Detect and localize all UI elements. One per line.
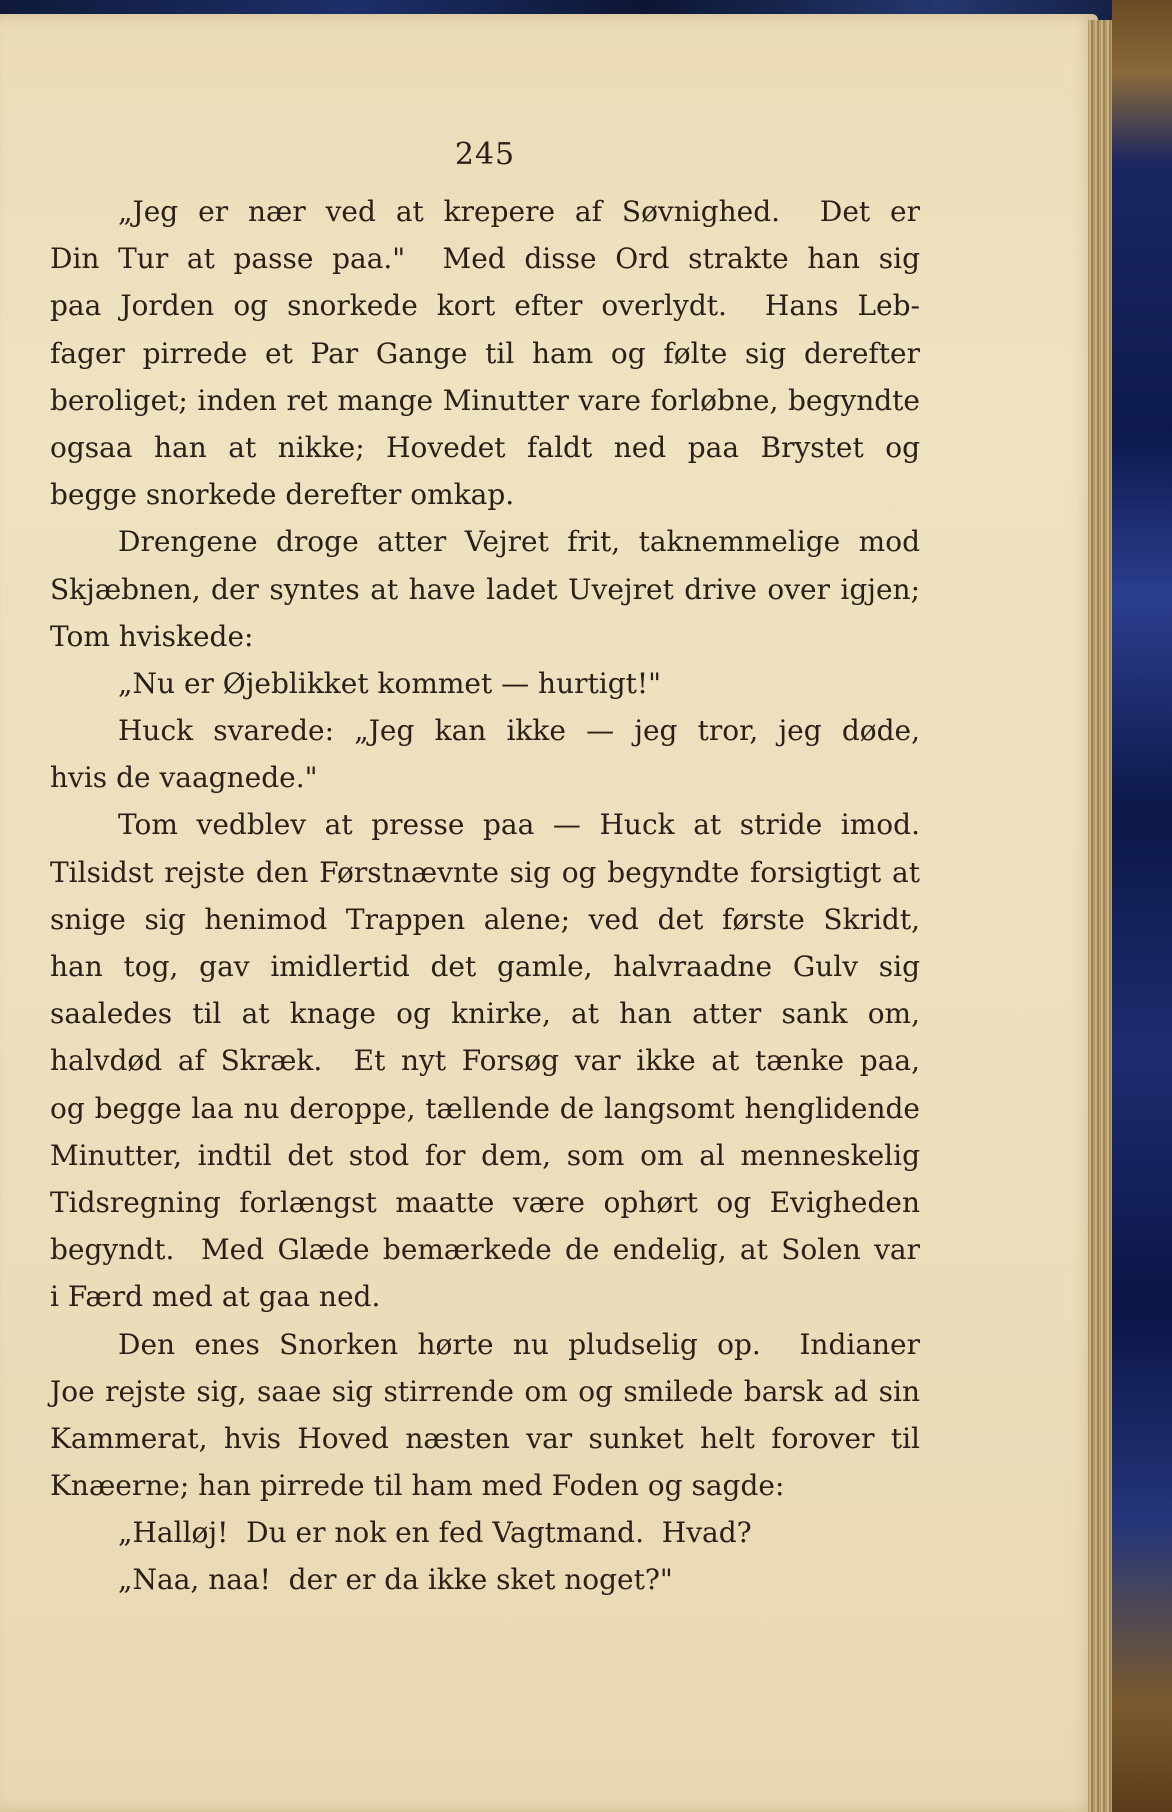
page-number: 245 — [454, 137, 516, 172]
text-line: „Halløj! Du er nok en fed Vagtmand. Hvad? — [118, 1516, 752, 1550]
text-line: halvdød af Skræk. Et nyt Forsøg var ikke at tænke paa, — [50, 1044, 920, 1078]
text-line: fager pirrede et Par Gange til ham og følte sig derefter — [50, 336, 920, 370]
text-line: Joe rejste sig, saae sig stirrende om og smilede barsk ad sin — [50, 1374, 920, 1408]
text-line: Huck svarede: „Jeg kan ikke — jeg tror, jeg døde, — [118, 714, 920, 748]
text-line: han tog, gav imidlertid det gamle, halvraadne Gulv sig — [50, 950, 920, 983]
text-line: Tom vedblev at presse paa — Huck at stride imod. — [118, 808, 920, 842]
text-line: paa Jorden og snorkede kort efter overlydt. Hans Leb- — [50, 289, 920, 323]
text-line: Drengene droge atter Vejret frit, taknemmelige mod — [118, 525, 920, 559]
text-line: Minutter, indtil det stod for dem, som om al menneskelig — [50, 1138, 920, 1172]
text-line: i Færd med at gaa ned. — [50, 1280, 381, 1314]
text-line: Tidsregning forlængst maatte være ophørt og Evigheden — [50, 1185, 920, 1219]
text-line: „Jeg er nær ved at krepere af Søvnighed. Det er — [118, 195, 920, 228]
text-line: begyndt. Med Glæde bemærkede de endelig, at Solen var — [50, 1233, 920, 1267]
text-line: begge snorkede derefter omkap. — [50, 478, 515, 512]
text-line: snige sig henimod Trappen alene; ved det første Skridt, — [50, 902, 920, 936]
page-edges — [1088, 20, 1112, 1812]
text-line: Den enes Snorken hørte nu pludselig op. Indianer — [118, 1327, 920, 1361]
text-line: ogsaa han at nikke; Hovedet faldt ned paa Brystet og — [50, 430, 920, 464]
text-line: Knæerne; han pirrede til ham med Foden og sagde: — [50, 1469, 785, 1503]
page-text — [50, 130, 920, 1604]
text-line: „Nu er Øjeblikket kommet — hurtigt!" — [118, 666, 662, 700]
text-lines — [50, 188, 920, 1604]
text-line: hvis de vaagnede." — [50, 761, 318, 795]
text-line: beroliget; inden ret mange Minutter vare forløbne, begyndte — [50, 383, 920, 417]
text-line: „Naa, naa! der er da ikke sket noget?" — [118, 1563, 673, 1597]
text-line: Tom hviskede: — [50, 619, 254, 653]
text-line: og begge laa nu deroppe, tællende de langsomt henglidende — [50, 1091, 920, 1125]
text-line: saaledes til at knage og knirke, at han atter sank om, — [50, 997, 920, 1031]
text-line: Skjæbnen, der syntes at have ladet Uvejret drive over igjen; — [50, 572, 920, 606]
book-cover-edge — [1112, 0, 1172, 1812]
text-line: Tilsidst rejste den Førstnævnte sig og begyndte forsigtigt at — [50, 855, 920, 889]
text-line: Kammerat, hvis Hoved næsten var sunket helt forover til — [50, 1421, 920, 1455]
text-line: Din Tur at passe paa." Med disse Ord strakte han sig — [50, 242, 920, 276]
